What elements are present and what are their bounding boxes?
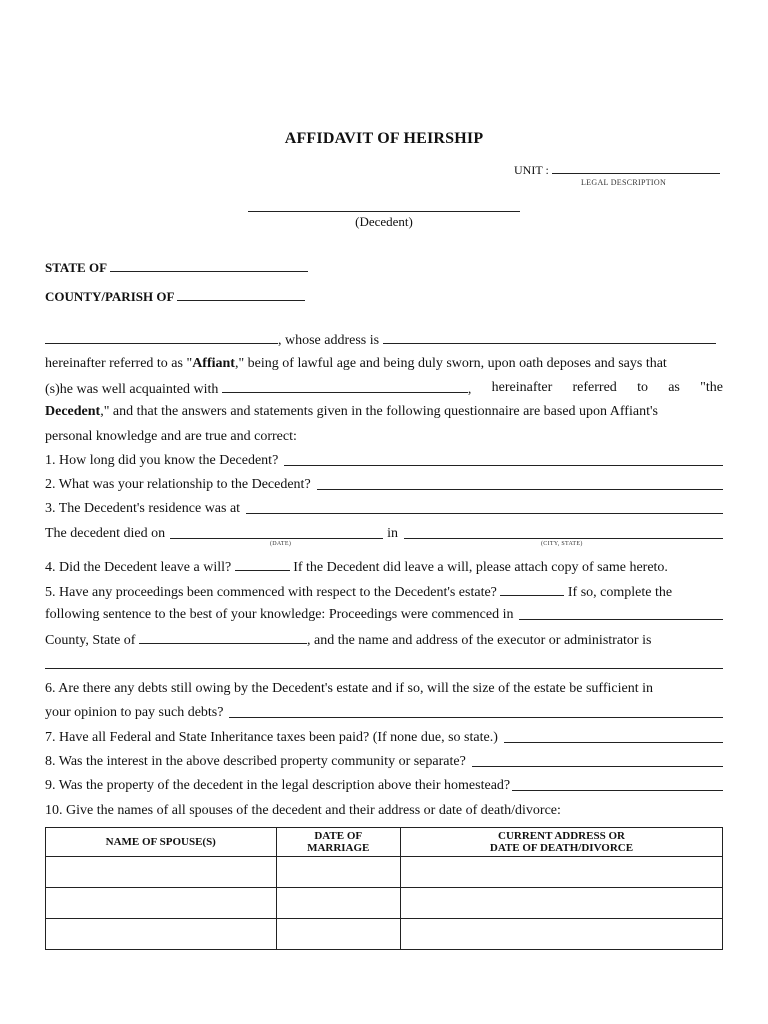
intro-word: "the [700,380,723,395]
county-label: COUNTY/PARISH OF [45,289,174,304]
question-5-line-2 [45,607,723,623]
question-5-line-3 [45,631,651,649]
death-city-state-field[interactable] [404,526,723,539]
question-5-note: If so, complete the [567,585,673,600]
intro-line-3 [45,380,723,398]
county-row [45,288,305,305]
question-4 [45,558,668,576]
question-9-field[interactable] [512,778,723,791]
question-4-field[interactable] [235,558,290,571]
spouse-name-cell[interactable] [46,857,277,888]
spouse-table [45,827,723,950]
header-current-address [400,828,722,857]
decedent-caption: (Decedent) [355,214,413,229]
question-10: 10. Give the names of all spouses of the decedent and their address or date of death/divorce: [45,803,561,818]
question-6-text: your opinion to pay such debts? [45,705,224,720]
in-label: in [387,526,399,541]
question-9-text: 9. Was the property of the decedent in the legal description above their homestead? [45,778,511,793]
address-label: , whose address is [278,333,380,348]
address-or-death-cell[interactable] [400,857,722,888]
death-row [45,526,723,542]
proceedings-state-field[interactable] [139,631,307,644]
intro-line-2 [45,356,667,372]
question-4-text: 4. Did the Decedent leave a will? [45,560,232,575]
question-5-text: , and the name and address of the executor or administrator is [306,633,652,648]
document-title: AFFIDAVIT OF HEIRSHIP [284,130,484,147]
header-date-of-marriage [276,828,400,857]
question-7 [45,730,723,746]
question-8-field[interactable] [472,754,723,767]
marriage-date-cell[interactable] [276,919,400,950]
intro-line-4 [45,404,658,420]
intro-text: , [467,382,472,397]
died-on-label: The decedent died on [45,526,166,541]
question-8 [45,754,723,770]
question-2 [45,477,723,493]
header-text: DATE OF [314,830,363,842]
city-state-caption: (CITY, STATE) [541,541,583,547]
question-1-field[interactable] [284,453,723,466]
spouse-name-cell[interactable] [46,888,277,919]
affiant-term: Affiant [192,356,235,371]
death-date-field[interactable] [170,526,383,539]
marriage-date-cell[interactable] [276,888,400,919]
unit-label: UNIT : [514,163,549,177]
intro-word: to [637,380,648,395]
marriage-date-cell[interactable] [276,857,400,888]
affiant-address-field[interactable] [383,331,716,344]
legal-description-caption: LEGAL DESCRIPTION [581,178,667,187]
intro-text: (s)he was well acquainted with [45,382,219,397]
header-text: MARRIAGE [307,842,370,854]
question-5-field[interactable] [500,583,564,596]
header-text: NAME OF SPOUSE(S) [105,836,216,848]
question-5 [45,583,672,601]
question-6-field[interactable] [229,705,723,718]
question-7-text: 7. Have all Federal and State Inheritance taxes been paid? (If none due, so state.) [45,730,498,745]
question-9 [45,778,723,794]
question-6: 6. Are there any debts still owing by the Decedent's estate and if so, will the size of the estate be sufficient in [45,681,653,696]
table-row [46,888,723,919]
decedent-name-field[interactable] [248,211,520,212]
question-5-text: 5. Have any proceedings been commenced with respect to the Decedent's estate? [45,585,497,600]
state-row [45,259,308,276]
address-or-death-cell[interactable] [400,888,722,919]
table-row [46,857,723,888]
intro-line-5: personal knowledge and are true and correct: [45,429,297,444]
state-field[interactable] [110,259,308,272]
date-caption: (DATE) [270,541,292,547]
question-2-text: 2. What was your relationship to the Decedent? [45,477,311,492]
header-text: DATE OF DEATH/DIVORCE [489,842,634,854]
spouse-name-cell[interactable] [46,919,277,950]
question-3-text: 3. The Decedent's residence was at [45,501,241,516]
question-5-text: following sentence to the best of your knowledge: Proceedings were commenced in [45,607,514,622]
question-6-line-2 [45,705,723,721]
executor-field[interactable] [45,668,723,669]
proceedings-county-field[interactable] [519,607,723,620]
question-4-note: If the Decedent did leave a will, please attach copy of same hereto. [293,560,668,575]
affiant-row [45,331,716,349]
header-name-of-spouse [46,828,277,857]
intro-word: hereinafter [491,380,553,395]
question-1-text: 1. How long did you know the Decedent? [45,453,279,468]
state-label: STATE OF [45,260,107,275]
unit-row [514,163,720,178]
table-row [46,919,723,950]
affiant-name-field[interactable] [45,331,278,344]
address-or-death-cell[interactable] [400,919,722,950]
unit-field[interactable] [552,163,720,174]
table-header-row [46,828,723,857]
decedent-term: Decedent [45,404,101,419]
question-5-text: County, State of [45,633,136,648]
question-7-field[interactable] [504,730,723,743]
intro-word: referred [572,380,617,395]
intro-text: ," being of lawful age and being duly sworn, upon oath deposes and says that [234,356,667,371]
county-field[interactable] [177,288,305,301]
question-2-field[interactable] [317,477,723,490]
intro-text: ," and that the answers and statements given in the following questionnaire are based upon Affiant's [100,404,658,419]
intro-text: hereinafter referred to as " [45,356,193,371]
question-3 [45,501,723,517]
question-3-field[interactable] [246,501,723,514]
question-1 [45,453,723,469]
question-8-text: 8. Was the interest in the above described property community or separate? [45,754,466,769]
header-text: CURRENT ADDRESS OR [498,830,625,842]
intro-word: as [668,380,680,395]
decedent-acquainted-field[interactable] [222,380,468,393]
